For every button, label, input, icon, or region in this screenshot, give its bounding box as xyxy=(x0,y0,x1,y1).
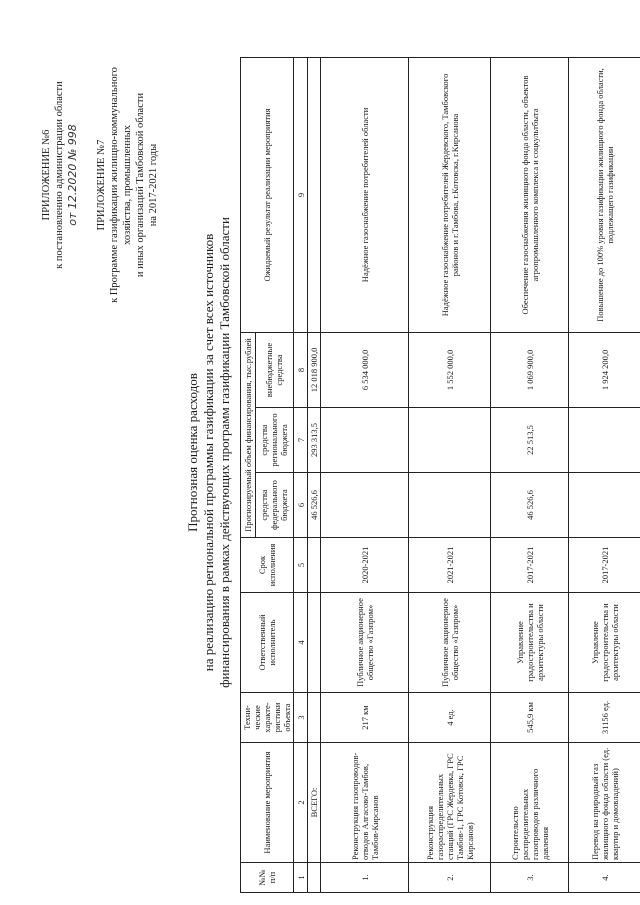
total-regional: 293 313,5 xyxy=(308,408,321,473)
col-number: 1 xyxy=(294,863,308,893)
appendix-7-program-3: и иных организаций Тамбовской области xyxy=(135,92,146,278)
row-num: 3. xyxy=(491,863,569,893)
row-name: Реконструкция газораспределительных станций (ГРС Жердевка, ГРС Тамбов-1, ГРС Котовск, ГРС Кирсанов) xyxy=(409,743,491,863)
row-regional: 22 513,5 xyxy=(491,408,569,473)
row-responsible: Публичное акционерное общество «Газпром» xyxy=(321,593,409,693)
row-federal xyxy=(569,473,640,538)
row-result: Повышение до 100% уровня газификации жилищного фонда области, подлежащего газификации xyxy=(569,57,640,332)
row-result: Надёжное газоснабжение потребителей области xyxy=(321,57,409,332)
row-responsible: Публичное акционерное общество «Газпром» xyxy=(409,593,491,693)
total-label: ВСЕГО: xyxy=(308,743,321,863)
row-extrabudget: 6 534 000,0 xyxy=(321,332,409,407)
row-term: 2020-2021 xyxy=(321,538,409,593)
title-line-2: на реализацию региональной программы газификации за счет всех источников xyxy=(201,233,216,672)
appendix-6-decree: к постановлению администрации области xyxy=(54,81,65,269)
document-title xyxy=(185,0,233,905)
appendix-7-title: ПРИЛОЖЕНИЕ №7 xyxy=(96,139,107,231)
appendix-7-program: к Программе газификации жилищно-коммунального xyxy=(109,67,120,303)
appendix-6-block xyxy=(40,45,79,305)
header-name: Наименование мероприятия xyxy=(241,743,294,863)
total-extrabudget: 12 018 900,0 xyxy=(308,332,321,407)
title-line-1: Прогнозная оценка расходов xyxy=(185,373,200,532)
col-number: 9 xyxy=(294,57,308,332)
row-name: Строительство распределительных газопроводов различного давления xyxy=(491,743,569,863)
row-name: Перевод на природный газ жилищного фонда области (ед. квартир и домовладений) xyxy=(569,743,640,863)
appendix-7-block xyxy=(95,35,160,335)
col-number: 6 xyxy=(294,473,308,538)
header-row-1 xyxy=(241,57,256,892)
row-extrabudget: 1 924 200,0 xyxy=(569,332,640,407)
row-num: 1. xyxy=(321,863,409,893)
appendix-7-program-2: хозяйства, промышленных xyxy=(122,125,133,245)
row-name: Реконструкция газопроводов-отводов Алгасово-Тамбов, Тамбов-Кирсанов xyxy=(321,743,409,863)
total-federal: 46 526,6 xyxy=(308,473,321,538)
row-tech: 217 км xyxy=(321,693,409,743)
total-row xyxy=(308,57,321,892)
row-term: 2021-2021 xyxy=(409,538,491,593)
col-number: 7 xyxy=(294,408,308,473)
row-term: 2017-2021 xyxy=(491,538,569,593)
row-num: 2. xyxy=(409,863,491,893)
row-federal: 46 526,6 xyxy=(491,473,569,538)
row-federal xyxy=(409,473,491,538)
appendix-6-handwritten-date: от 12.2020 № 998 xyxy=(66,124,79,226)
row-regional xyxy=(569,408,640,473)
column-number-row xyxy=(294,57,308,892)
title-line-3: финансирования в рамках действующих программ газификации Тамбовской области xyxy=(217,217,232,688)
col-number: 5 xyxy=(294,538,308,593)
row-responsible: Управление градостроительства и архитектуры области xyxy=(491,593,569,693)
col-number: 2 xyxy=(294,743,308,863)
header-extrabudget: внебюджетные средства xyxy=(255,332,293,407)
row-extrabudget: 1 552 000,0 xyxy=(409,332,491,407)
table-row xyxy=(491,57,569,892)
row-num: 4. xyxy=(569,863,640,893)
appendix-6-title: ПРИЛОЖЕНИЕ №6 xyxy=(41,129,52,221)
header-regional: средства регионального бюджета xyxy=(255,408,293,473)
table-row xyxy=(409,57,491,892)
appendix-7-period: на 2017-2021 годы xyxy=(148,143,159,227)
row-result: Обеспечение газоснабжения жилищного фонда области, объектов агропромышленного комплекса и соцкультбыта xyxy=(491,57,569,332)
header-result: Ожидаемый результат реализации мероприятия xyxy=(241,57,294,332)
row-term: 2017-2021 xyxy=(569,538,640,593)
header-term: Срок исполнения xyxy=(241,538,294,593)
funding-table xyxy=(240,57,640,893)
header-num: №№ п/п xyxy=(241,863,294,893)
row-regional xyxy=(409,408,491,473)
header-responsible: Ответственный исполнитель xyxy=(241,593,294,693)
header-funding-group: Прогнозируемый объем финансирования, тыс.рублей xyxy=(241,332,256,537)
row-responsible: Управление градостроительства и архитектуры области xyxy=(569,593,640,693)
row-federal xyxy=(321,473,409,538)
col-number: 8 xyxy=(294,332,308,407)
row-tech: 545,9 км xyxy=(491,693,569,743)
col-number: 3 xyxy=(294,693,308,743)
row-tech: 31156 ед. xyxy=(569,693,640,743)
table-row xyxy=(569,57,640,892)
row-extrabudget: 1 069 900,0 xyxy=(491,332,569,407)
header-tech: Технические характеристики объекта xyxy=(241,693,294,743)
row-result: Надёжное газоснабжение потребителей Жердевского, Тамбовского районов и г.Тамбова, г.Котовска, г.Кирсанова xyxy=(409,57,491,332)
header-federal: средства федерального бюджета xyxy=(255,473,293,538)
col-number: 4 xyxy=(294,593,308,693)
row-tech: 4 ед. xyxy=(409,693,491,743)
table-row xyxy=(321,57,409,892)
row-regional xyxy=(321,408,409,473)
